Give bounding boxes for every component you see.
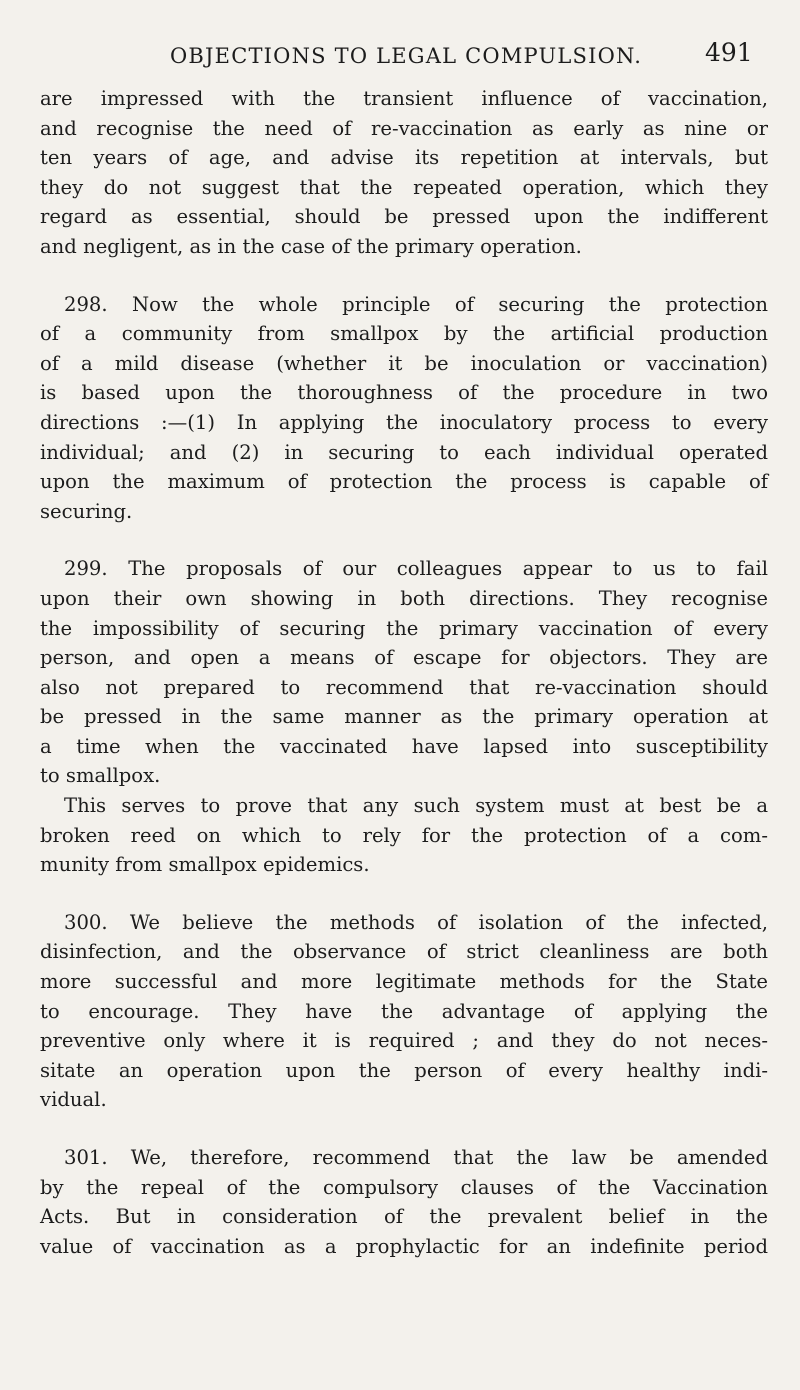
text-line: value of vaccination as a prophylactic for an indefinite period — [40, 1234, 768, 1258]
text-line: 300. We believe the methods of isolation of the infected, — [64, 910, 768, 934]
running-title: OBJECTIONS TO LEGAL COMPULSION. — [170, 44, 643, 68]
text-line: disinfection, and the observance of strict cleanliness are both — [40, 940, 768, 964]
text-line: securing. — [40, 499, 133, 523]
paragraph-299-continuation — [40, 791, 768, 880]
text-line: of a mild disease (whether it be inoculation or vaccination) — [40, 351, 768, 375]
page-header — [0, 38, 800, 78]
text-line: to smallpox. — [40, 764, 161, 788]
text-line: regard as essential, should be pressed upon the indifferent — [40, 205, 768, 229]
text-line: and recognise the need of re-vaccination as early as nine or — [40, 116, 768, 140]
text-line: 298. Now the whole principle of securing the protection — [64, 292, 768, 316]
text-line: preventive only where it is required ; and they do not neces- — [40, 1029, 768, 1053]
paragraph-301 — [40, 1143, 768, 1261]
text-line: and negligent, as in the case of the primary operation. — [40, 234, 582, 258]
text-line: directions :—(1) In applying the inoculatory process to every — [40, 410, 768, 434]
text-line: person, and open a means of escape for objectors. They are — [40, 646, 768, 670]
page-number: 491 — [705, 38, 753, 67]
text-line: vidual. — [40, 1088, 107, 1112]
text-line: broken reed on which to rely for the protection of a com- — [40, 823, 768, 847]
text-line: Acts. But in consideration of the prevalent belief in the — [40, 1205, 768, 1229]
text-line: munity from smallpox epidemics. — [40, 853, 370, 877]
text-line: individual; and (2) in securing to each individual operated — [40, 440, 768, 464]
text-line: of a community from smallpox by the artificial production — [40, 322, 768, 346]
paragraph-300 — [40, 908, 768, 1115]
text-line: to encourage. They have the advantage of applying the — [40, 999, 768, 1023]
text-line: is based upon the thoroughness of the procedure in two — [40, 381, 768, 405]
text-line: ten years of age, and advise its repetition at intervals, but — [40, 146, 768, 170]
paragraph-299 — [40, 554, 768, 791]
text-line: also not prepared to recommend that re-vaccination should — [40, 675, 768, 699]
text-line: a time when the vaccinated have lapsed into susceptibility — [40, 734, 768, 758]
text-line: more successful and more legitimate methods for the State — [40, 970, 768, 994]
paragraph-continuation — [40, 84, 768, 262]
text-line: are impressed with the transient influence of vaccination, — [40, 87, 768, 110]
text-line: they do not suggest that the repeated operation, which they — [40, 175, 768, 199]
paragraph-298 — [40, 290, 768, 527]
text-line: upon the maximum of protection the process is capable of — [40, 470, 768, 494]
text-line: sitate an operation upon the person of every healthy indi- — [40, 1058, 768, 1082]
text-line: upon their own showing in both directions. They recognise — [40, 586, 768, 610]
text-line: the impossibility of securing the primary vaccination of every — [40, 616, 768, 640]
text-line: 301. We, therefore, recommend that the law be amended — [64, 1146, 768, 1169]
text-line: by the repeal of the compulsory clauses of the Vaccination — [40, 1175, 768, 1199]
text-line: This serves to prove that any such system must at best be a — [64, 794, 768, 818]
text-line: 299. The proposals of our colleagues appear to us to fail — [64, 557, 768, 581]
page-body — [40, 84, 768, 1261]
text-line: be pressed in the same manner as the primary operation at — [40, 705, 768, 729]
